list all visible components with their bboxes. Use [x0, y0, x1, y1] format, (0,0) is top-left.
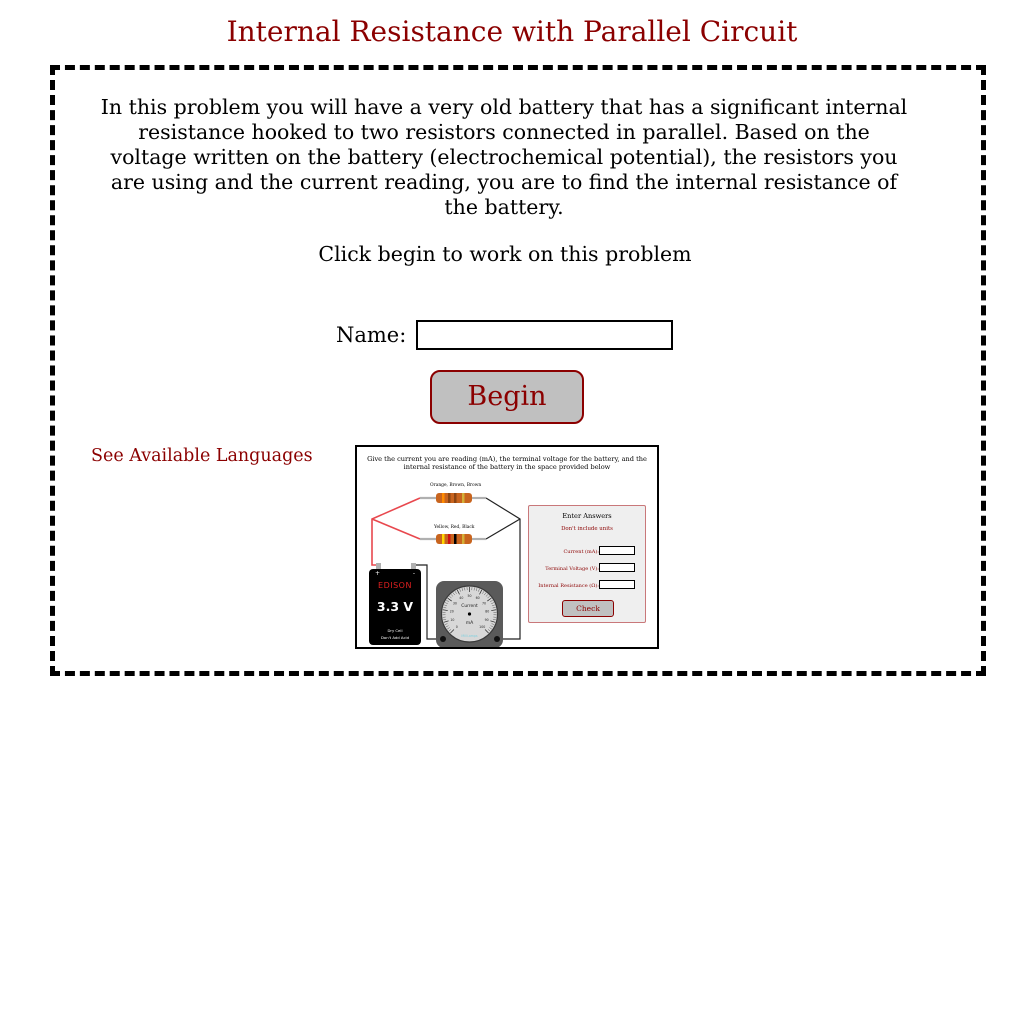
ammeter-tick-label: 30: [452, 601, 457, 606]
name-label: Name:: [336, 323, 407, 347]
ammeter-terminal-right: [494, 636, 500, 642]
resistor-bottom-band-tolerance: [462, 534, 465, 544]
positive-wire-branch: [372, 519, 420, 539]
ammeter-unit: mA: [465, 621, 474, 626]
problem-preview-image: [355, 445, 659, 649]
resistor-top-label: Orange, Brown, Brown: [430, 483, 482, 488]
ammeter-tick-label: 60: [475, 596, 480, 601]
intro-text: In this problem you will have a very old battery that has a significant internal resistance hooked to two resistors connected in parallel. Based on the voltage written on the battery (electrochemical potential), the resistors you are using and the current reading, you are to find the internal resistance of the battery.: [100, 95, 908, 219]
terminal-voltage-label: Terminal Voltage (V):: [545, 566, 599, 572]
ammeter-tick-label: 70: [482, 601, 487, 606]
ammeter-tick-label: 80: [485, 609, 490, 614]
internal-resistance-answer-box: [599, 580, 635, 589]
begin-prompt: Click begin to work on this problem: [318, 242, 692, 266]
ammeter-tick-label: 50: [467, 594, 472, 599]
terminal-voltage-answer-box: [599, 563, 635, 572]
resistor-bottom-label: Yellow, Red, Black: [434, 525, 475, 530]
battery-brand: EDISON: [378, 581, 412, 590]
begin-button[interactable]: Begin: [430, 370, 584, 424]
ammeter-tick-label: 40: [459, 596, 464, 601]
resistor-bottom-band-2: [448, 534, 451, 544]
panel-subtitle: Don't include units: [561, 526, 613, 532]
ammeter-tick-label: 10: [450, 617, 455, 622]
current-label: Current (mA):: [563, 549, 599, 555]
ammeter-title: Current: [461, 604, 478, 609]
see-available-languages-link[interactable]: See Available Languages: [91, 446, 313, 466]
resistor-bottom-band-1: [442, 534, 445, 544]
ammeter-footer: Milli-amps: [461, 634, 478, 638]
panel-title: Enter Answers: [562, 512, 612, 520]
battery-voltage: 3.3 V: [376, 599, 414, 614]
negative-wire-branch: [486, 519, 520, 539]
battery-label-line-1: Dry Cell: [387, 628, 403, 633]
resistor-bottom-band-3: [454, 534, 457, 544]
name-input[interactable]: [416, 320, 673, 350]
preview-instructions: Give the current you are reading (mA), the terminal voltage for the battery, and the internal resistance of the battery in the space provided below: [367, 455, 647, 471]
battery-minus-sign: -: [412, 570, 415, 577]
resistor-top-band-2: [448, 493, 451, 503]
resistor-top-band-3: [454, 493, 457, 503]
page-title: Internal Resistance with Parallel Circuit: [226, 15, 798, 48]
positive-wire: [372, 498, 420, 565]
ammeter-tick-label: 0: [455, 624, 458, 629]
answer-panel: [528, 505, 646, 623]
ammeter-tick-label: 20: [449, 609, 454, 614]
resistor-top-band-tolerance: [462, 493, 465, 503]
ammeter-tick-label: 90: [484, 617, 489, 622]
ammeter-terminal-left: [440, 636, 446, 642]
check-button: Check: [562, 600, 614, 617]
battery-label-line-2: Don't Add Acid: [380, 635, 410, 640]
internal-resistance-label: Internal Resistance (Ω):: [538, 583, 599, 589]
current-answer-box: [599, 546, 635, 555]
resistor-top-band-1: [442, 493, 445, 503]
battery: [369, 569, 421, 645]
ammeter-tick-label: 100: [479, 624, 486, 629]
ammeter-pivot: [468, 612, 471, 615]
battery-plus-sign: +: [375, 570, 381, 577]
